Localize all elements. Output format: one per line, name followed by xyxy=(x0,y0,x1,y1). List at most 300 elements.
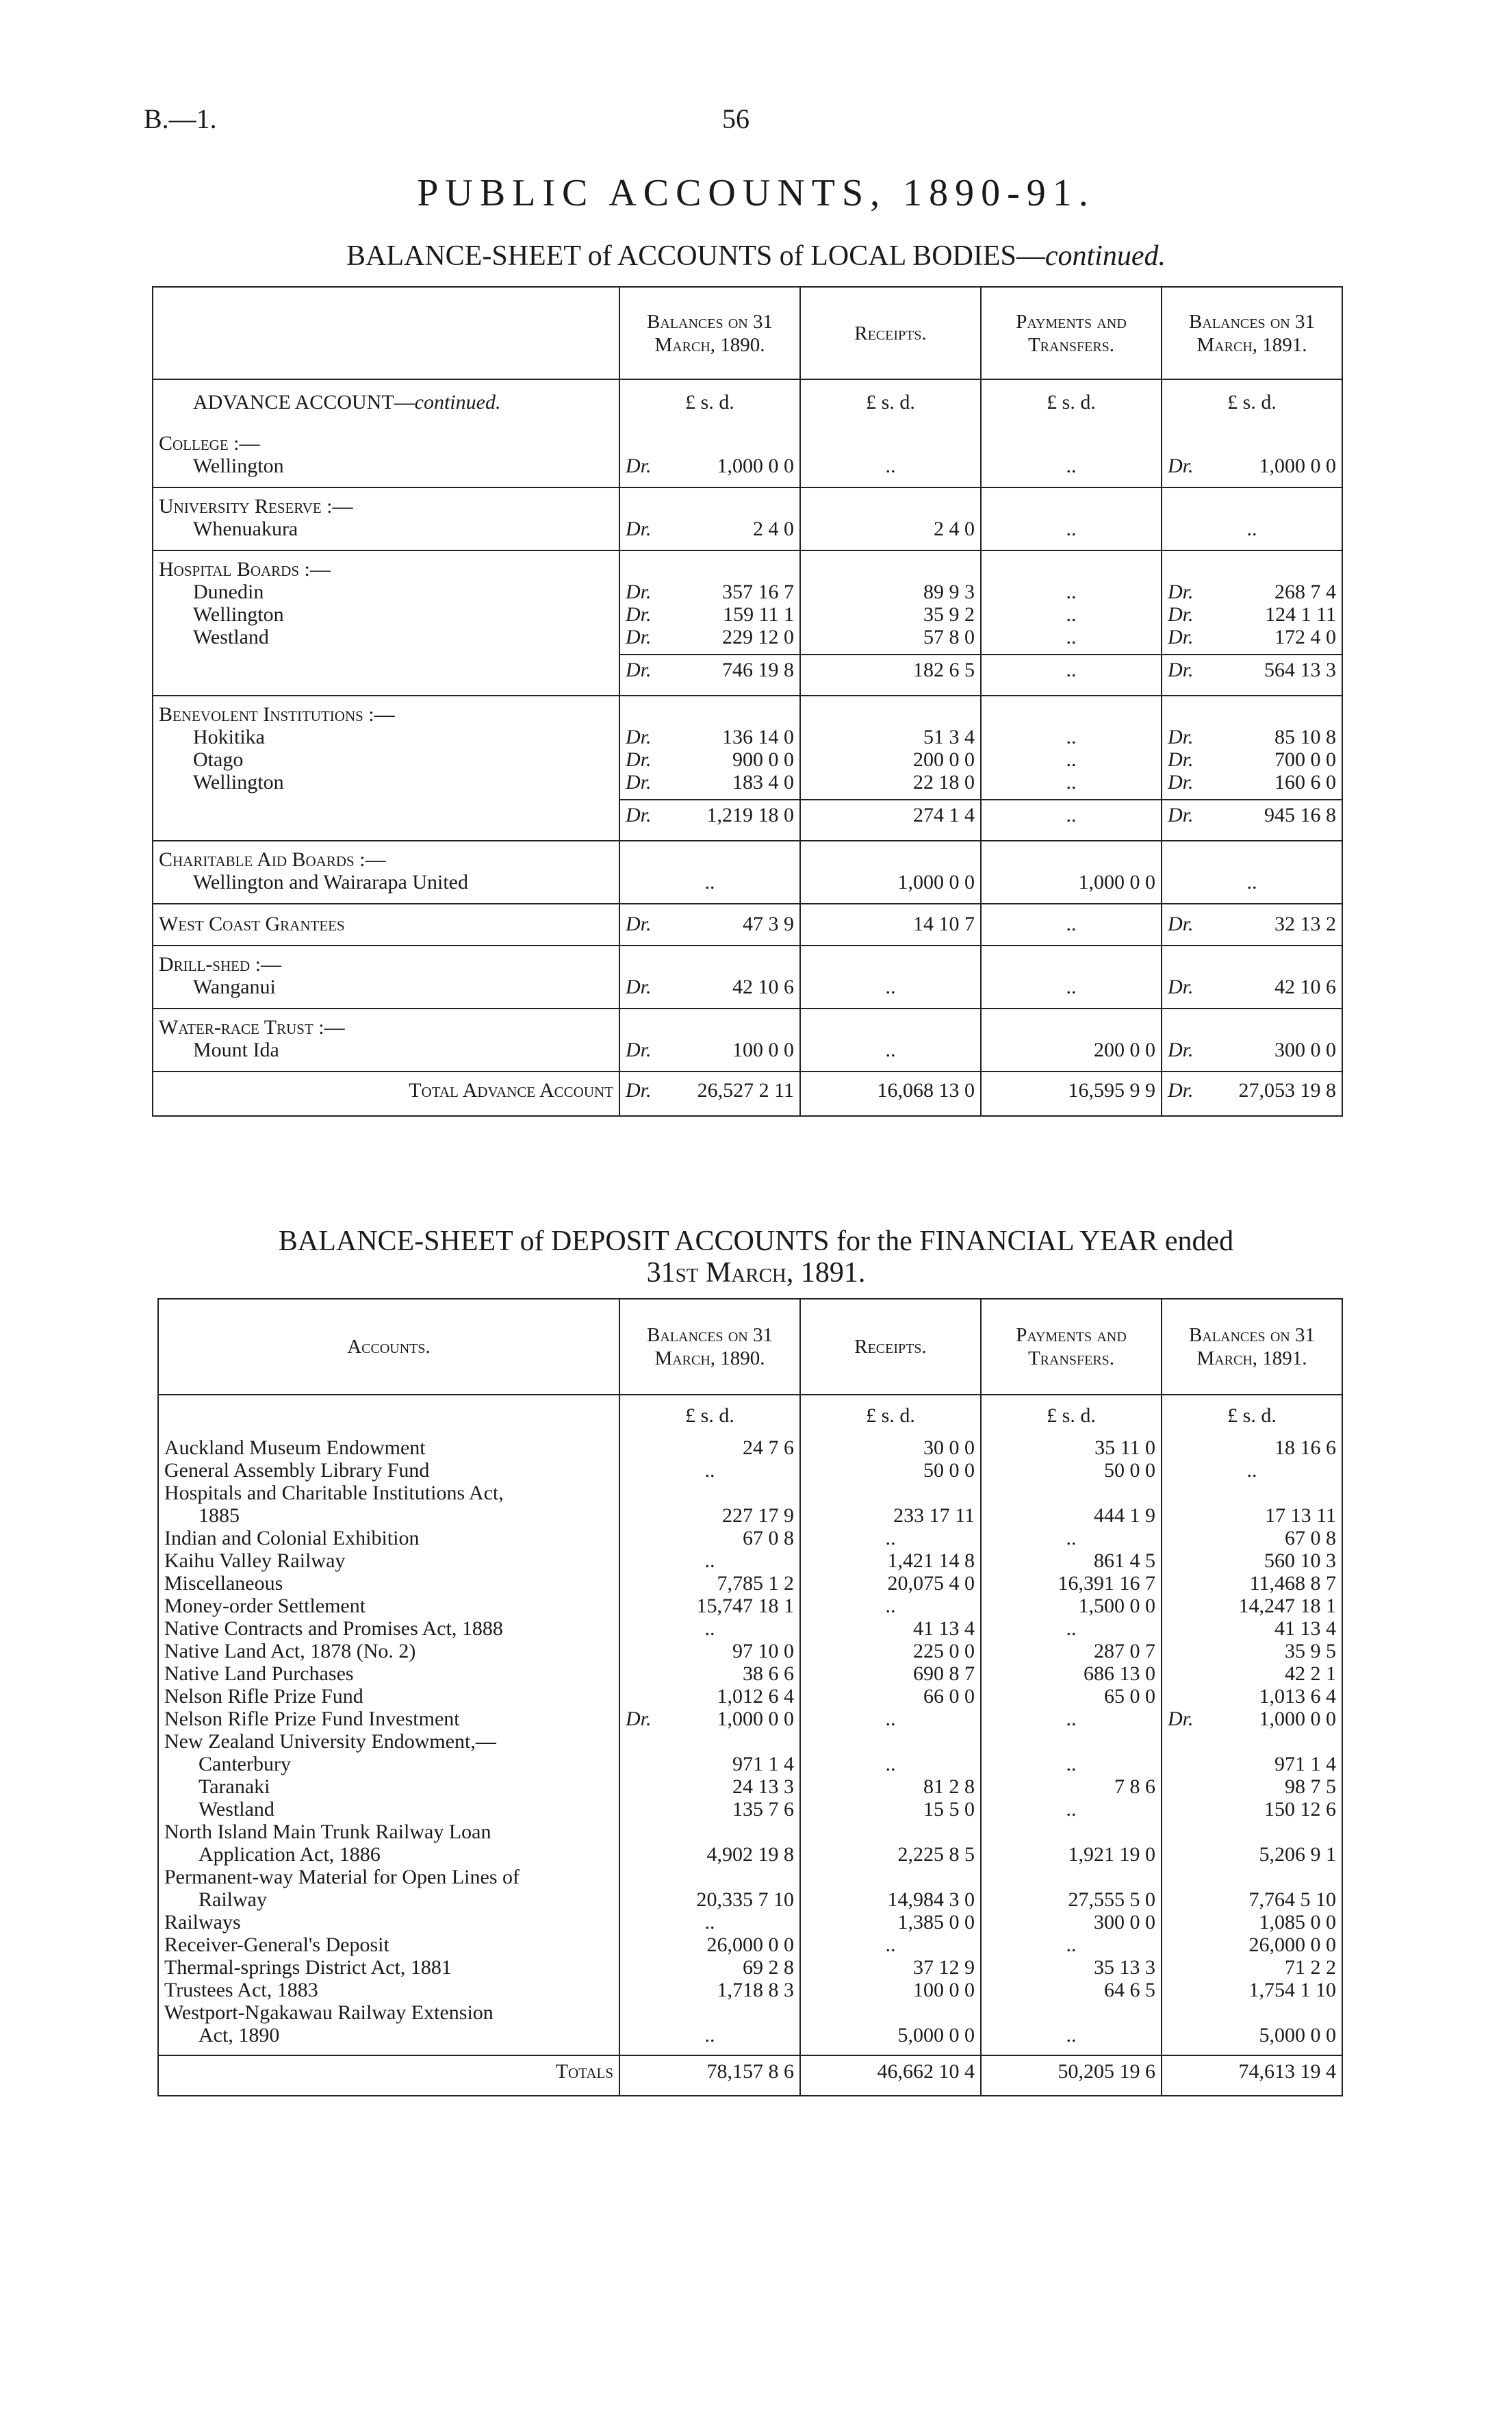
debit-marker: Dr. xyxy=(1168,726,1194,748)
row-label: Trustees Act, 1883 xyxy=(164,1979,318,2001)
spacer-cell xyxy=(1162,1102,1342,1116)
spacer-cell xyxy=(800,550,981,558)
spacer-row xyxy=(153,487,1342,495)
spacer-cell xyxy=(619,2083,800,2096)
spacer-cell xyxy=(800,1102,981,1116)
debit-marker: Dr. xyxy=(1168,1079,1194,1102)
debit-marker: Dr. xyxy=(626,518,652,540)
cell-payments: 287 0 7 xyxy=(981,1640,1162,1662)
table-row xyxy=(158,1504,1342,1527)
spacer-cell xyxy=(153,685,619,696)
cell-b1891: 26,000 0 0 xyxy=(1162,1934,1342,1956)
cell-payments: .. xyxy=(981,581,1162,603)
amount: 85 10 8 xyxy=(1274,726,1336,748)
empty-cell xyxy=(619,432,800,455)
group-heading: Benevolent Institutions :— xyxy=(159,703,395,726)
debit-marker: Dr. xyxy=(626,659,652,681)
cell-b1890: .. xyxy=(619,871,800,893)
spacer-cell xyxy=(619,540,800,550)
cell-payments: 35 11 0 xyxy=(981,1436,1162,1459)
empty-cell xyxy=(1162,558,1342,581)
subtotal-b1891 xyxy=(1162,800,1342,831)
empty-cell xyxy=(619,495,800,518)
spacer-cell xyxy=(1162,696,1342,703)
empty-cell xyxy=(800,953,981,976)
debit-marker: Dr. xyxy=(1168,748,1194,771)
cell-b1891 xyxy=(1162,913,1342,935)
amount: 746 19 8 xyxy=(722,659,794,681)
spacer-cell xyxy=(981,1072,1162,1079)
subtotal-row xyxy=(153,800,1342,831)
col-header-text: Balances on 31 March, 1890. xyxy=(647,1324,773,1369)
table-row xyxy=(158,1753,1342,1775)
unit-label: £ s. d. xyxy=(800,379,981,425)
row-label: Dunedin xyxy=(193,581,264,603)
cell-payments: .. xyxy=(981,1617,1162,1640)
cell-b1890 xyxy=(619,1039,800,1061)
spacer-cell xyxy=(981,841,1162,848)
subtotal-label xyxy=(153,655,619,685)
cell-payments: .. xyxy=(981,1753,1162,1775)
cell-receipts: 22 18 0 xyxy=(800,771,981,794)
table-row xyxy=(158,1436,1342,1459)
spacer-cell xyxy=(153,1072,619,1079)
amount: 100 0 0 xyxy=(732,1039,794,1061)
table-row xyxy=(158,1730,1342,1753)
amount: 300 0 0 xyxy=(1274,1039,1336,1061)
spacer-cell xyxy=(1162,550,1342,558)
empty-cell xyxy=(981,432,1162,455)
cell-payments: 35 13 3 xyxy=(981,1956,1162,1979)
cell-b1891: 1,013 6 4 xyxy=(1162,1685,1342,1708)
amount: 42 10 6 xyxy=(1274,976,1336,998)
spacer-row xyxy=(153,904,1342,913)
spacer-cell xyxy=(800,1072,981,1079)
row-label: Railway xyxy=(198,1888,267,1911)
spacer-cell xyxy=(619,831,800,841)
cell-b1891 xyxy=(1162,455,1342,477)
spacer-cell xyxy=(619,2046,800,2055)
cell-b1890 xyxy=(619,1730,800,1753)
spacer-cell xyxy=(800,2083,981,2096)
debit-marker: Dr. xyxy=(1168,1039,1194,1061)
spacer-cell xyxy=(981,2055,1162,2060)
amount: 700 0 0 xyxy=(1274,748,1336,771)
row-label: Nelson Rifle Prize Fund xyxy=(164,1685,363,1708)
col-header-text: Balances on 31 March, 1891. xyxy=(1189,1324,1315,1369)
debit-marker: Dr. xyxy=(1168,913,1194,935)
cell-b1891 xyxy=(1162,1866,1342,1888)
table1-corner xyxy=(153,287,619,379)
table-row xyxy=(158,1775,1342,1798)
debit-marker: Dr. xyxy=(1168,455,1194,477)
spacer-cell xyxy=(981,648,1162,655)
table-row xyxy=(153,603,1342,626)
cell-b1891: 11,468 8 7 xyxy=(1162,1572,1342,1595)
spacer-cell xyxy=(800,946,981,953)
cell-receipts: 66 0 0 xyxy=(800,1685,981,1708)
total-b1891 xyxy=(1162,1079,1342,1102)
cell-b1890: 227 17 9 xyxy=(619,1504,800,1527)
table-row xyxy=(158,1640,1342,1662)
spacer-cell xyxy=(981,696,1162,703)
spacer-cell xyxy=(981,477,1162,487)
row-label: Native Land Purchases xyxy=(164,1662,354,1685)
cell-payments: 1,500 0 0 xyxy=(981,1595,1162,1617)
cell-b1890: 135 7 6 xyxy=(619,1798,800,1821)
row-label: General Assembly Library Fund xyxy=(164,1459,430,1482)
debit-marker: Dr. xyxy=(626,581,652,603)
spacer-cell xyxy=(158,2046,619,2055)
empty-cell xyxy=(619,953,800,976)
spacer-cell xyxy=(981,487,1162,495)
amount: 47 3 9 xyxy=(743,913,794,935)
empty-cell xyxy=(800,703,981,726)
cell-payments: 50 0 0 xyxy=(981,1459,1162,1482)
table-row xyxy=(153,871,1342,893)
spacer-cell xyxy=(153,540,619,550)
spacer-cell xyxy=(981,2083,1162,2096)
deposit-accounts-table xyxy=(157,1298,1343,2096)
spacer-cell xyxy=(981,550,1162,558)
spacer-row xyxy=(153,831,1342,841)
total-row xyxy=(153,1079,1342,1102)
cell-receipts xyxy=(800,1730,981,1753)
table-row xyxy=(158,1572,1342,1595)
table-row xyxy=(158,2001,1342,2024)
cell-receipts: 2 4 0 xyxy=(800,518,981,540)
cell-b1891 xyxy=(1162,2001,1342,2024)
spacer-cell xyxy=(619,425,800,432)
row-label: Wanganui xyxy=(193,976,276,998)
debit-marker: Dr. xyxy=(626,748,652,771)
spacer-cell xyxy=(981,540,1162,550)
spacer-cell xyxy=(981,1061,1162,1072)
empty-cell xyxy=(619,848,800,871)
cell-receipts: 225 0 0 xyxy=(800,1640,981,1662)
cell-receipts xyxy=(800,1866,981,1888)
spacer-cell xyxy=(153,841,619,848)
row-label: Hokitika xyxy=(193,726,265,748)
amount: 1,000 0 0 xyxy=(1259,455,1336,477)
cell-b1890 xyxy=(619,626,800,648)
spacer-cell xyxy=(1162,2046,1342,2055)
spacer-cell xyxy=(153,550,619,558)
spacer-row xyxy=(153,946,1342,953)
row-label: Native Land Act, 1878 (No. 2) xyxy=(164,1640,416,1662)
total-receipts: 16,068 13 0 xyxy=(800,1079,981,1102)
amount: 900 0 0 xyxy=(732,748,794,771)
debit-marker: Dr. xyxy=(626,804,652,826)
spacer-cell xyxy=(153,946,619,953)
cell-payments xyxy=(981,1866,1162,1888)
col-header-balances-1890 xyxy=(619,287,800,379)
cell-payments: .. xyxy=(981,1527,1162,1549)
cell-receipts: .. xyxy=(800,1595,981,1617)
table-row xyxy=(153,726,1342,748)
spacer-cell xyxy=(158,2083,619,2096)
spacer-cell xyxy=(153,425,619,432)
spacer-cell xyxy=(619,2055,800,2060)
row-label: Railways xyxy=(164,1911,241,1934)
unit-label: £ s. d. xyxy=(1162,1395,1342,1436)
empty-cell xyxy=(800,432,981,455)
table-row xyxy=(158,1888,1342,1911)
cell-b1890 xyxy=(619,771,800,794)
spacer-cell xyxy=(619,935,800,946)
spacer-row xyxy=(153,425,1342,432)
row-label: Native Contracts and Promises Act, 1888 xyxy=(164,1617,503,1640)
cell-receipts: .. xyxy=(800,455,981,477)
spacer-row xyxy=(153,696,1342,703)
table-row xyxy=(153,748,1342,771)
spacer-cell xyxy=(800,540,981,550)
spacer-cell xyxy=(619,685,800,696)
cell-receipts: 30 0 0 xyxy=(800,1436,981,1459)
spacer-cell xyxy=(800,1061,981,1072)
empty-cell xyxy=(981,703,1162,726)
cell-receipts: .. xyxy=(800,1527,981,1549)
cell-payments: .. xyxy=(981,748,1162,771)
group-heading: Drill-shed :— xyxy=(159,953,281,976)
spacer-cell xyxy=(153,1009,619,1016)
cell-b1890: 97 10 0 xyxy=(619,1640,800,1662)
cell-payments: .. xyxy=(981,518,1162,540)
debit-marker: Dr. xyxy=(1168,603,1194,626)
empty-cell xyxy=(981,1016,1162,1039)
spacer-cell xyxy=(1162,1009,1342,1016)
cell-b1891 xyxy=(1162,726,1342,748)
cell-b1891: 1,085 0 0 xyxy=(1162,1911,1342,1934)
table2-heading-line1: BALANCE-SHEET of DEPOSIT ACCOUNTS for the FINANCIAL YEAR ended xyxy=(278,1226,1234,1257)
row-label: Indian and Colonial Exhibition xyxy=(164,1527,420,1549)
spacer-cell xyxy=(153,648,619,655)
total-payments: 50,205 19 6 xyxy=(981,2060,1162,2083)
spacer-cell xyxy=(153,893,619,904)
cell-b1891: .. xyxy=(1162,518,1342,540)
amount: 564 13 3 xyxy=(1264,659,1336,681)
row-label: Wellington xyxy=(193,771,284,794)
spacer-cell xyxy=(619,696,800,703)
amount: 26,527 2 11 xyxy=(697,1079,794,1102)
spacer-cell xyxy=(619,648,800,655)
amount: 172 4 0 xyxy=(1274,626,1336,648)
spacer-cell xyxy=(1162,648,1342,655)
debit-marker: Dr. xyxy=(626,1708,652,1730)
total-row xyxy=(158,2060,1342,2083)
cell-b1891: 5,206 9 1 xyxy=(1162,1843,1342,1866)
spacer-cell xyxy=(153,487,619,495)
cell-payments: 1,921 19 0 xyxy=(981,1843,1162,1866)
row-label: Westland xyxy=(198,1798,274,1821)
cell-b1891 xyxy=(1162,581,1342,603)
cell-b1891: .. xyxy=(1162,871,1342,893)
cell-receipts xyxy=(800,1482,981,1504)
spacer-cell xyxy=(800,648,981,655)
spacer-cell xyxy=(1162,935,1342,946)
row-label: Mount Ida xyxy=(193,1039,279,1061)
table-row xyxy=(158,1821,1342,1843)
spacer-cell xyxy=(1162,904,1342,913)
col-header-text: Receipts. xyxy=(854,1336,927,1358)
section-title-row xyxy=(153,379,1342,425)
amount: 27,053 19 8 xyxy=(1238,1079,1336,1102)
spacer-row xyxy=(153,540,1342,550)
cell-b1891 xyxy=(1162,1039,1342,1061)
cell-b1891: .. xyxy=(1162,1459,1342,1482)
cell-receipts: 200 0 0 xyxy=(800,748,981,771)
spacer-row xyxy=(153,477,1342,487)
col-header-payments xyxy=(981,287,1162,379)
empty-cell xyxy=(1162,703,1342,726)
spacer-cell xyxy=(981,1009,1162,1016)
cell-b1890 xyxy=(619,748,800,771)
spacer-row xyxy=(153,685,1342,696)
spacer-cell xyxy=(1162,477,1342,487)
cell-b1890: 26,000 0 0 xyxy=(619,1934,800,1956)
spacer-cell xyxy=(158,2055,619,2060)
amount: 159 11 1 xyxy=(723,603,794,626)
page-reference: B.—1. xyxy=(144,103,217,134)
cell-receipts: 20,075 4 0 xyxy=(800,1572,981,1595)
spacer-cell xyxy=(619,487,800,495)
cell-payments: 686 13 0 xyxy=(981,1662,1162,1685)
table-row xyxy=(153,771,1342,794)
empty-cell xyxy=(981,848,1162,871)
cell-receipts: 14,984 3 0 xyxy=(800,1888,981,1911)
row-label: Otago xyxy=(193,748,244,771)
spacer-cell xyxy=(800,1009,981,1016)
spacer-cell xyxy=(619,1072,800,1079)
group-heading: Charitable Aid Boards :— xyxy=(159,848,386,871)
amount: 1,000 0 0 xyxy=(717,1708,794,1730)
spacer-cell xyxy=(981,935,1162,946)
cell-b1890 xyxy=(619,1866,800,1888)
spacer-row xyxy=(153,1102,1342,1116)
cell-b1891: 71 2 2 xyxy=(1162,1956,1342,1979)
table-row xyxy=(153,913,1342,935)
page-title: PUBLIC ACCOUNTS, 1890-91. xyxy=(417,172,1095,214)
table-row xyxy=(158,1934,1342,1956)
group-heading-row xyxy=(153,703,1342,726)
spacer-cell xyxy=(981,1102,1162,1116)
cell-payments: .. xyxy=(981,603,1162,626)
row-label: Miscellaneous xyxy=(164,1572,283,1595)
cell-b1890: 38 6 6 xyxy=(619,1662,800,1685)
cell-b1890: 1,012 6 4 xyxy=(619,1685,800,1708)
table2-heading-line2: 31st March, 1891. xyxy=(646,1257,866,1289)
spacer-cell xyxy=(800,2055,981,2060)
empty-cell xyxy=(1162,495,1342,518)
unit-label: £ s. d. xyxy=(619,379,800,425)
table-row xyxy=(153,581,1342,603)
debit-marker: Dr. xyxy=(626,1039,652,1061)
row-label: Whenuakura xyxy=(193,518,298,540)
spacer-cell xyxy=(619,1061,800,1072)
amount: 183 4 0 xyxy=(732,771,794,794)
cell-b1890: 20,335 7 10 xyxy=(619,1888,800,1911)
spacer-cell xyxy=(619,477,800,487)
section-title-cont: continued. xyxy=(414,391,501,414)
amount: 945 16 8 xyxy=(1264,804,1336,826)
table-row xyxy=(158,1527,1342,1549)
spacer-cell xyxy=(1162,2083,1342,2096)
cell-b1891: 35 9 5 xyxy=(1162,1640,1342,1662)
cell-b1890: .. xyxy=(619,2024,800,2046)
col-header-accounts xyxy=(158,1299,619,1395)
cell-b1890: 24 13 3 xyxy=(619,1775,800,1798)
spacer-cell xyxy=(1162,425,1342,432)
cell-b1890: 15,747 18 1 xyxy=(619,1595,800,1617)
spacer-cell xyxy=(1162,946,1342,953)
cell-b1890: 7,785 1 2 xyxy=(619,1572,800,1595)
spacer-cell xyxy=(619,841,800,848)
cell-receipts: 51 3 4 xyxy=(800,726,981,748)
row-label: Receiver-General's Deposit xyxy=(164,1934,389,1956)
table-row xyxy=(158,1843,1342,1866)
col-header-receipts xyxy=(800,1299,981,1395)
cell-b1890: 69 2 8 xyxy=(619,1956,800,1979)
debit-marker: Dr. xyxy=(626,626,652,648)
amount: 357 16 7 xyxy=(722,581,794,603)
row-label: Wellington xyxy=(193,455,284,477)
table-row xyxy=(158,1482,1342,1504)
spacer-cell xyxy=(800,893,981,904)
group-heading: Hospital Boards :— xyxy=(159,558,331,581)
empty-cell xyxy=(981,495,1162,518)
col-header-text: Accounts. xyxy=(347,1336,431,1358)
cell-b1891 xyxy=(1162,1708,1342,1730)
amount: 1,219 18 0 xyxy=(706,804,794,826)
group-heading-row xyxy=(153,558,1342,581)
row-label: Westland xyxy=(193,626,269,648)
table-row xyxy=(158,1662,1342,1685)
cell-receipts xyxy=(800,2001,981,2024)
cell-receipts: 50 0 0 xyxy=(800,1459,981,1482)
spacer-row xyxy=(153,1009,1342,1016)
row-label: Auckland Museum Endowment xyxy=(164,1436,426,1459)
col-header-text: Payments and Transfers. xyxy=(1016,1324,1127,1369)
spacer-cell xyxy=(1162,1061,1342,1072)
cell-b1891 xyxy=(1162,626,1342,648)
cell-b1891: 98 7 5 xyxy=(1162,1775,1342,1798)
spacer-cell xyxy=(153,831,619,841)
unit-label: £ s. d. xyxy=(981,1395,1162,1436)
cell-b1890 xyxy=(619,455,800,477)
spacer-row xyxy=(153,893,1342,904)
cell-receipts: .. xyxy=(800,976,981,998)
row-label: Wellington and Wairarapa United xyxy=(193,871,468,893)
advance-account-table xyxy=(152,286,1343,1117)
debit-marker: Dr. xyxy=(1168,626,1194,648)
cell-receipts: 100 0 0 xyxy=(800,1979,981,2001)
spacer-cell xyxy=(800,998,981,1009)
col-header-payments xyxy=(981,1299,1162,1395)
subtotal-row xyxy=(153,655,1342,685)
debit-marker: Dr. xyxy=(626,455,652,477)
cell-payments: 27,555 5 0 xyxy=(981,1888,1162,1911)
row-label: Kaihu Valley Railway xyxy=(164,1549,346,1572)
table-row xyxy=(158,1685,1342,1708)
cell-receipts: 37 12 9 xyxy=(800,1956,981,1979)
cell-b1891 xyxy=(1162,1482,1342,1504)
debit-marker: Dr. xyxy=(1168,581,1194,603)
cell-b1890: .. xyxy=(619,1617,800,1640)
cell-receipts: .. xyxy=(800,1753,981,1775)
cell-payments: .. xyxy=(981,913,1162,935)
unit-label: £ s. d. xyxy=(800,1395,981,1436)
spacer-cell xyxy=(153,696,619,703)
